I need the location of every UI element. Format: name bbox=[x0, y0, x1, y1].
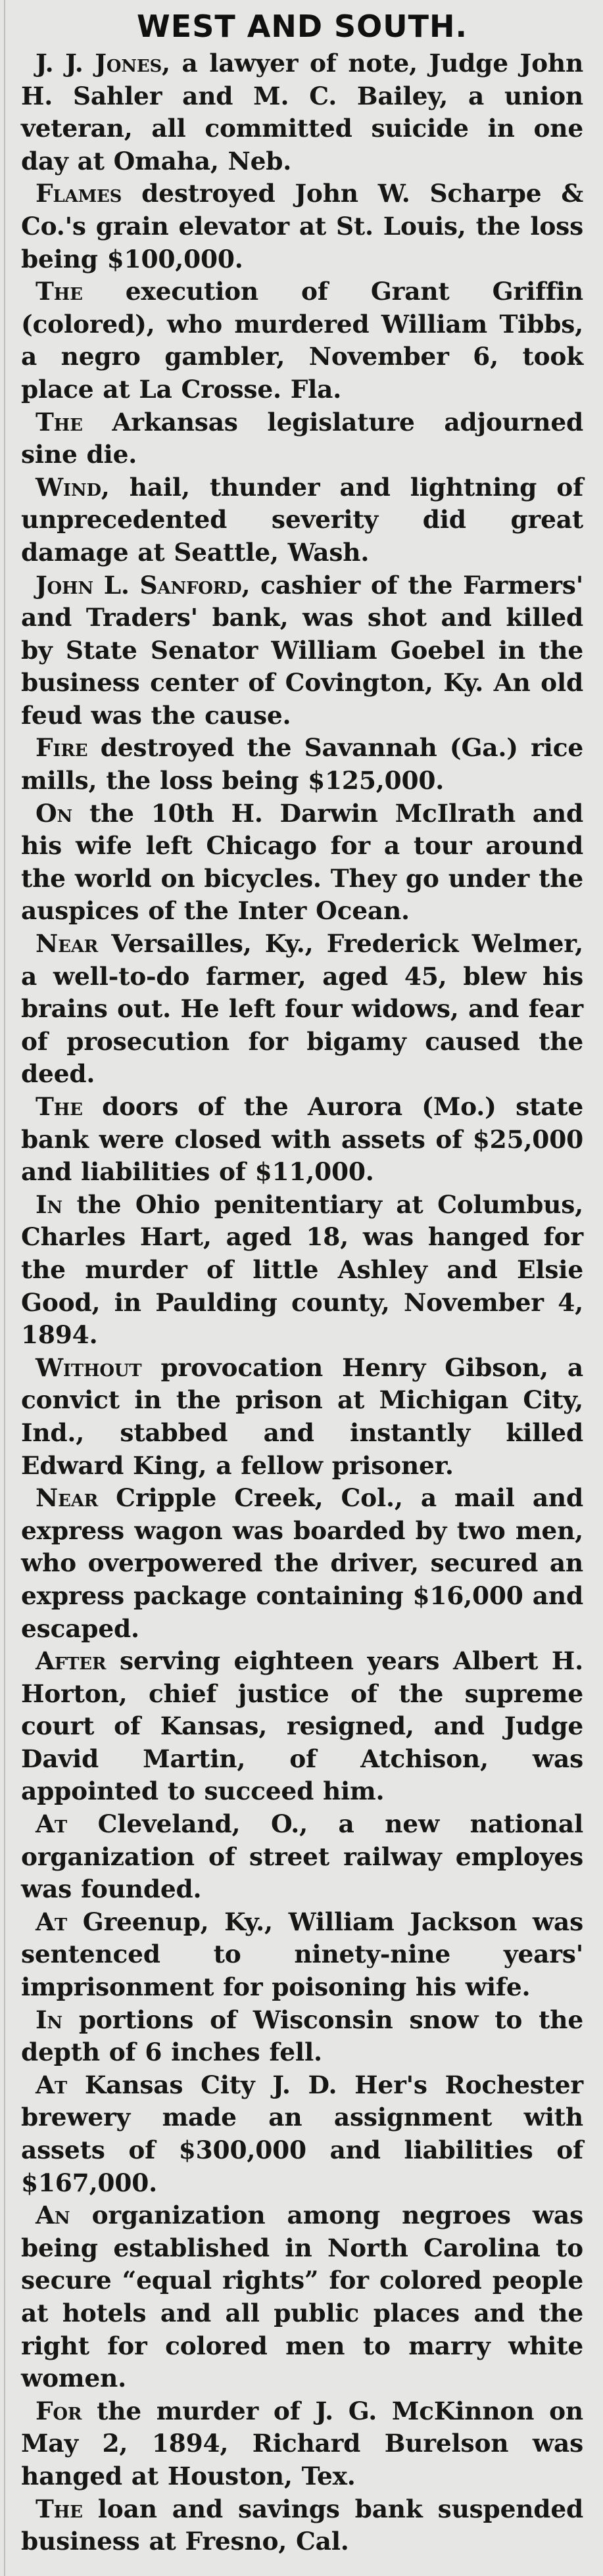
news-item-text: doors of the Aurora (Mo.) state bank were closed with assets of $25,000 and liabilities of $11,000. bbox=[21, 1092, 583, 1187]
news-item-lead: Near bbox=[36, 1483, 99, 1513]
news-item-lead: At bbox=[36, 2070, 68, 2099]
news-item-text: serving eighteen years Albert H. Horton, chief justice of the supreme court of Kansas, resigned, and Judge David Martin, of Atchison, was appointed to succeed him. bbox=[21, 1646, 583, 1806]
news-item bbox=[21, 47, 583, 178]
news-item-lead: The bbox=[36, 277, 83, 306]
news-item bbox=[21, 732, 583, 797]
news-item-lead: At bbox=[36, 1809, 68, 1839]
news-item bbox=[21, 1645, 583, 1808]
news-item bbox=[21, 2395, 583, 2493]
news-item-text: Kansas City J. D. Her's Rochester brewery made an assignment with assets of $300,000 and liabilities of $167,000. bbox=[21, 2070, 583, 2197]
news-item bbox=[21, 406, 583, 471]
news-item-lead: In bbox=[36, 2005, 62, 2034]
news-item bbox=[21, 275, 583, 406]
news-item-lead: Near bbox=[36, 929, 99, 959]
news-item-lead: The bbox=[36, 2494, 83, 2523]
news-item bbox=[21, 928, 583, 1091]
news-item-lead: Without bbox=[36, 1352, 142, 1382]
news-item-lead: After bbox=[36, 1646, 107, 1676]
news-item-lead: J. J. Jones bbox=[36, 49, 162, 78]
news-item-text: Cripple Creek, Col., a mail and express wagon was boarded by two men, who overpowered the driver, secured an express package containing $16,000 and escaped. bbox=[21, 1483, 583, 1643]
news-item bbox=[21, 1189, 583, 1352]
column-heading: WEST AND SOUTH. bbox=[137, 9, 468, 44]
news-item-lead: At bbox=[36, 1907, 68, 1936]
news-item bbox=[21, 178, 583, 275]
news-item-text: , cashier of the Farmers' and Traders' bank, was shot and killed by State Senator William Goebel in the business center of Covington, Ky. An old feud was the cause. bbox=[21, 570, 583, 730]
news-item-lead: The bbox=[36, 1092, 83, 1121]
news-item bbox=[21, 2199, 583, 2395]
news-item-lead: An bbox=[36, 2201, 70, 2230]
news-item-text: destroyed John W. Scharpe & Co.'s grain elevator at St. Louis, the loss being $100,000. bbox=[21, 179, 583, 274]
news-item bbox=[21, 2004, 583, 2069]
news-item-text: , a lawyer of note, Judge John H. Sahler and M. C. Bailey, a union veteran, all committed suicide in one day at Omaha, Neb. bbox=[21, 49, 584, 176]
news-item-text: , hail, thunder and lightning of unprecedented severity did great damage at Seattle, Wash. bbox=[21, 472, 583, 567]
news-items bbox=[21, 47, 583, 2558]
news-item-text: the murder of J. G. McKinnon on May 2, 1894, Richard Burelson was hanged at Houston, Tex. bbox=[21, 2396, 583, 2491]
news-item bbox=[21, 569, 583, 732]
news-item-lead: Wind bbox=[36, 472, 101, 502]
news-item bbox=[21, 1352, 583, 1482]
news-item-text: destroyed the Savannah (Ga.) rice mills, the loss being $125,000. bbox=[21, 733, 583, 796]
news-item-lead: Flames bbox=[36, 179, 122, 208]
news-item-lead: On bbox=[36, 798, 73, 828]
news-item-lead: John L. Sanford bbox=[36, 570, 242, 600]
news-item-text: the 10th H. Darwin McIlrath and his wife left Chicago for a tour around the world on bicycles. They go under the auspices of the Inter Ocean. bbox=[21, 798, 583, 926]
news-item-text: Arkansas legislature adjourned sine die. bbox=[21, 407, 583, 469]
news-item-text: execution of Grant Griffin (colored), who murdered William Tibbs, a negro gambler, November 6, took place at La Crosse. Fla. bbox=[21, 277, 583, 404]
news-item bbox=[21, 1808, 583, 1906]
news-item bbox=[21, 798, 583, 928]
news-item-text: the Ohio penitentiary at Columbus, Charles Hart, aged 18, was hanged for the murder of little Ashley and Elsie Good, in Paulding county, November 4, 1894. bbox=[21, 1189, 583, 1350]
news-item bbox=[21, 2493, 583, 2558]
news-item bbox=[21, 1482, 583, 1645]
news-item bbox=[21, 1091, 583, 1189]
news-item bbox=[21, 471, 583, 569]
news-item-text: loan and savings bank suspended business at Fresno, Cal. bbox=[21, 2494, 583, 2556]
news-item-lead: Fire bbox=[36, 733, 88, 763]
news-item-text: Greenup, Ky., William Jackson was sentenced to ninety-nine years' imprisonment for poisoning his wife. bbox=[21, 1907, 583, 2002]
news-item-text: Cleveland, O., a new national organization of street railway employes was founded. bbox=[21, 1809, 583, 1904]
news-item bbox=[21, 2069, 583, 2199]
news-item-lead: In bbox=[36, 1189, 62, 1219]
news-item bbox=[21, 1906, 583, 2004]
news-item-text: Versailles, Ky., Frederick Welmer, a well-to-do farmer, aged 45, blew his brains out. He left four widows, and fear of prosecution for bigamy caused the deed. bbox=[21, 929, 583, 1089]
column-rule bbox=[4, 0, 5, 2576]
news-item-text: organization among negroes was being established in North Carolina to secure “equal rights” for colored people at hotels and all public places and the right for colored men to marry white women. bbox=[21, 2201, 583, 2393]
news-item-lead: For bbox=[36, 2396, 82, 2425]
news-item-lead: The bbox=[36, 407, 83, 437]
news-item-text: portions of Wisconsin snow to the depth of 6 inches fell. bbox=[21, 2005, 583, 2067]
news-item-text: provocation Henry Gibson, a convict in the prison at Michigan City, Ind., stabbed and instantly killed Edward King, a fellow prisoner. bbox=[21, 1352, 583, 1480]
